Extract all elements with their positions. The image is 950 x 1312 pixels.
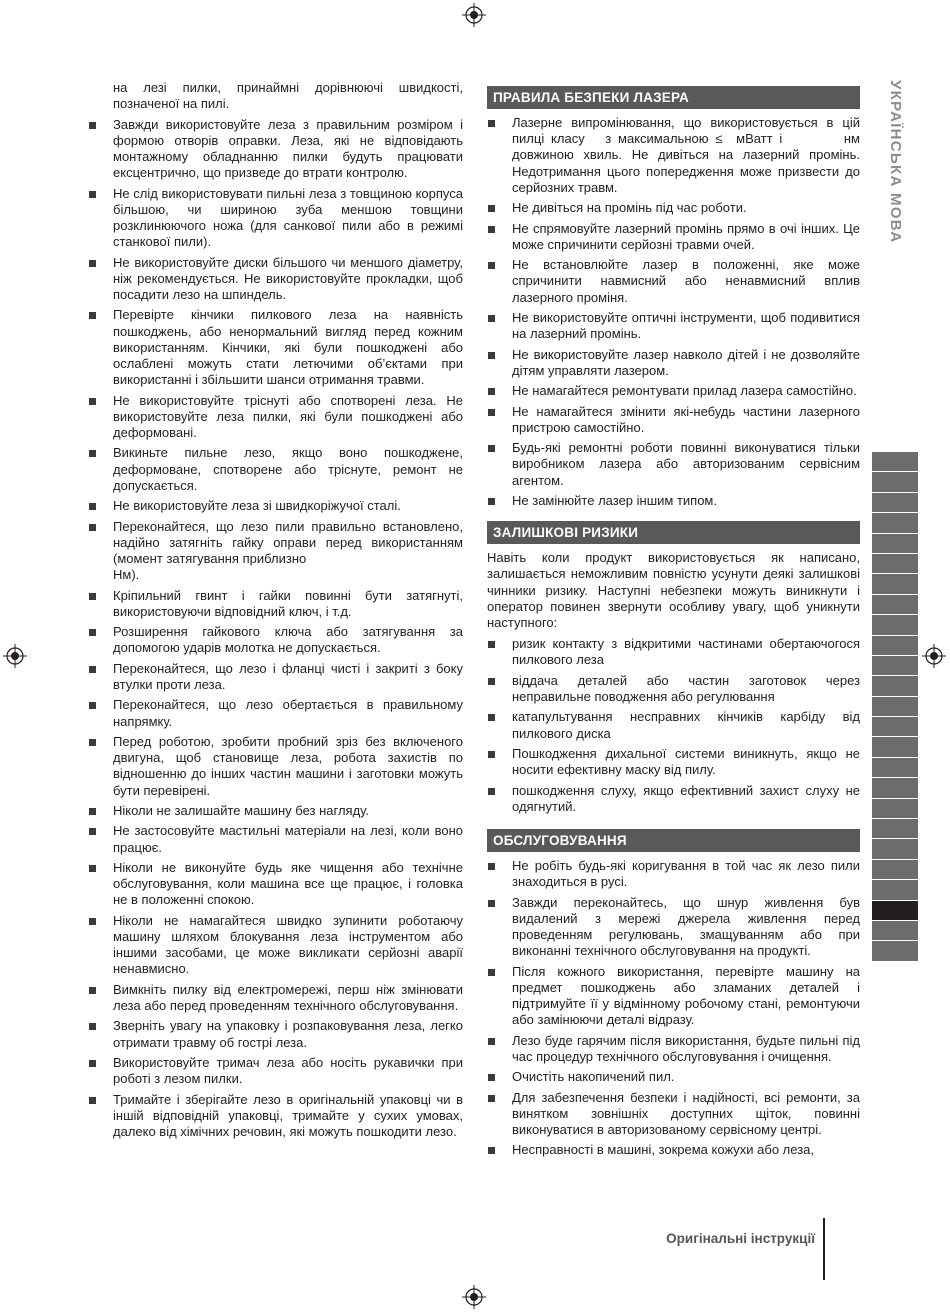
list-item: Тримайте і зберігайте лезо в оригінальній упаковці чи в іншій відповідній упаковці, тримайте у сухих умовах, далеко від хімічних речовин, які можуть пошкодити лезо. xyxy=(88,1092,463,1141)
list-item: Не використовуйте леза зі швидкоріжучої сталі. xyxy=(88,498,463,514)
residual-section-title: ЗАЛИШКОВІ РИЗИКИ xyxy=(487,521,860,544)
language-tab xyxy=(872,493,918,513)
list-item: Не використовуйте лазер навколо дітей і не дозволяйте дітям управляти лазером. xyxy=(487,347,860,379)
list-item: Не дивіться на промінь під час роботи. xyxy=(487,200,860,216)
list-item: Лазерне випромінювання, що використовується в цій пилці класу з максимальною ≤ мВатт і нм довжиною хвиль. Не дивіться на лазерний промінь. Недотримання цього попередження може призвести до серйозних травм. xyxy=(487,115,860,196)
language-tab xyxy=(872,799,918,819)
list-item: Не робіть будь-які коригування в той час як лезо пили знаходиться в русі. xyxy=(487,858,860,890)
list-item: Не використовуйте тріснуті або спотворені леза. Не використовуйте леза пилки, які були пошкоджені або деформовані. xyxy=(88,393,463,442)
language-tab xyxy=(872,880,918,900)
language-tab xyxy=(872,901,918,921)
safety-list xyxy=(88,80,463,1140)
list-item: Не намагайтеся ремонтувати прилад лазера самостійно. xyxy=(487,383,860,399)
list-item: Зверніть увагу на упаковку і розпаковування леза, легко отримати травму об гострі леза. xyxy=(88,1018,463,1050)
list-item: Переконайтеся, що лезо і фланці чисті і закриті з боку втулки проти леза. xyxy=(88,661,463,693)
language-label: УКРАЇНСЬКА МОВА xyxy=(887,80,904,244)
language-tab xyxy=(872,758,918,778)
list-item: Очистіть накопичений пил. xyxy=(487,1069,860,1085)
list-item: Не встановлюйте лазер в положенні, яке може спричинити навмисний або ненавмисний вплив лазерного проміня. xyxy=(487,257,860,306)
list-item: Перевірте кінчики пилкового леза на наявність пошкоджень, або ненормальний вигляд перед кожним використанням. Кінчики, які були пошкоджені або ослаблені можуть стати летючими об’єктами при використанні і збільшити шанси отримання травми. xyxy=(88,307,463,388)
list-item: Для забезпечення безпеки і надійності, всі ремонти, за винятком зовнішніх доступних щіток, повинні виконуватися в авторизованому сервісному центрі. xyxy=(487,1090,860,1139)
list-item: Переконайтеся, що лезо обертається в правильному напрямку. xyxy=(88,697,463,729)
list-item: Ніколи не намагайтеся швидко зупинити роботаючу машину шляхом блокування леза інструментом або іншими засобами, це може викликати серйозні аварії ненавмисно. xyxy=(88,913,463,978)
left-column xyxy=(88,80,463,1144)
list-item: Несправності в машині, зокрема кожухи або леза, xyxy=(487,1142,860,1158)
list-item: Використовуйте тримач леза або носіть рукавички при роботі з лезом пилки. xyxy=(88,1055,463,1087)
language-tab xyxy=(872,676,918,696)
language-tab xyxy=(872,452,918,472)
list-item: Переконайтеся, що лезо пили правильно встановлено, надійно затягніть гайку оправи перед використанням (момент затягування приблизно Нм). xyxy=(88,519,463,584)
language-tab xyxy=(872,636,918,656)
list-item: Перед роботою, зробити пробний зріз без включеного двигуна, щоб становище леза, робота захистів по відношенню до інших частин машини і заготовки можуть бути перевірені. xyxy=(88,734,463,799)
list-item: Вимкніть пилку від електромережі, перш ніж змінювати леза або перед проведенням технічного обслуговування. xyxy=(88,982,463,1014)
laser-list xyxy=(487,115,860,509)
language-tab xyxy=(872,554,918,574)
list-item: Не замінюйте лазер іншим типом. xyxy=(487,493,860,509)
list-item: Ніколи не виконуйте будь яке чищення або технічне обслуговування, коли машина все ще працює, і головка не в положенні спокою. xyxy=(88,860,463,909)
list-item: Не намагайтеся змінити які-небудь частини лазерного пристрою самостійно. xyxy=(487,404,860,436)
footer-label: Оригінальні інструкції xyxy=(666,1231,815,1246)
maintenance-list xyxy=(487,858,860,1159)
registration-mark-icon xyxy=(3,644,27,668)
list-item: Завжди використовуйте леза з правильним розміром і формою отворів оправки. Леза, які не відповідають монтажному обладнанню пилки будуть працювати ексцентрично, що призведе до втрати контролю. xyxy=(88,117,463,182)
language-tab xyxy=(872,513,918,533)
language-tabs xyxy=(872,452,918,962)
registration-mark-icon xyxy=(922,644,946,668)
list-item: Не використовуйте оптичні інструменти, щоб подивитися на лазерний промінь. xyxy=(487,310,860,342)
language-tab xyxy=(872,737,918,757)
language-tab xyxy=(872,472,918,492)
language-tab xyxy=(872,819,918,839)
language-tab xyxy=(872,697,918,717)
list-item: Не застосовуйте мастильні матеріали на лезі, коли воно працює. xyxy=(88,823,463,855)
maintenance-section-title: ОБСЛУГОВУВАННЯ xyxy=(487,829,860,852)
list-item: Кріпильний гвинт і гайки повинні бути затягнуті, використовуючи відповідний ключ, і т.д. xyxy=(88,588,463,620)
language-tab xyxy=(872,717,918,737)
language-tab xyxy=(872,860,918,880)
registration-mark-icon xyxy=(462,1285,486,1309)
language-tab xyxy=(872,921,918,941)
list-item: Не спрямовуйте лазерний промінь прямо в очі інших. Це може спричинити серйозні травми очей. xyxy=(487,221,860,253)
list-item: Не слід використовувати пильні леза з товщиною корпуса більшою, чи шириною зуба меншою товщини розклинюючого ножа (для санкової пили або в режимі станкової пили). xyxy=(88,186,463,251)
list-item: Викиньте пильне лезо, якщо воно пошкоджене, деформоване, спотворене або тріснуте, ремонт не допускається. xyxy=(88,445,463,494)
language-tab xyxy=(872,534,918,554)
language-tab xyxy=(872,778,918,798)
list-item: Будь-які ремонтні роботи повинні виконуватися тільки виробником лазера або авторизованим сервісним агентом. xyxy=(487,440,860,489)
laser-section-title: ПРАВИЛА БЕЗПЕКИ ЛАЗЕРА xyxy=(487,86,860,109)
list-item: Розширення гайкового ключа або затягування за допомогою ударів молотка не допускається. xyxy=(88,624,463,656)
list-item: катапультування несправних кінчиків карбіду від пилкового диска xyxy=(487,709,860,741)
right-column xyxy=(487,80,860,1163)
list-item: пошкодження слуху, якщо ефективний захист слуху не одягнутий. xyxy=(487,783,860,815)
residual-list xyxy=(487,636,860,815)
list-item: Пошкодження дихальної системи виникнуть, якщо не носити ефективну маску від пилу. xyxy=(487,746,860,778)
list-item: Після кожного використання, перевірте машину на предмет пошкоджень або зламаних деталей і підтримуйте її у відмінному робочому стані, ремонтуючи або замінюючи деталі відразу. xyxy=(487,964,860,1029)
list-item: Завжди переконайтесь, що шнур живлення був видалений з мережі джерела живлення перед проведенням регулювань, змащуванням або при виконанні технічного обслуговування на продукті. xyxy=(487,895,860,960)
residual-intro: Навіть коли продукт використовується як написано, залишається неможливим повністю усунути деякі залишкові чинники ризику. Наступні небезпеки можуть виникнути і оператор повинен звернути особливу увагу, щоб уникнути наступного: xyxy=(487,550,860,630)
list-item: віддача деталей або частин заготовок через неправильне поводження або регулювання xyxy=(487,673,860,705)
footer-divider xyxy=(823,1218,825,1280)
language-tab xyxy=(872,595,918,615)
list-item: на лезі пилки, принаймні дорівнюючі швидкості, позначеної на пилі. xyxy=(113,80,463,112)
language-tab xyxy=(872,941,918,961)
language-tab xyxy=(872,656,918,676)
list-item: Ніколи не залишайте машину без нагляду. xyxy=(88,803,463,819)
list-item: ризик контакту з відкритими частинами обертаючогося пилкового леза xyxy=(487,636,860,668)
language-tab xyxy=(872,839,918,859)
list-item: Не використовуйте диски більшого чи меншого діаметру, ніж рекомендується. Не використовуйте прокладки, щоб посадити лезо на шпиндель. xyxy=(88,255,463,304)
language-tab xyxy=(872,615,918,635)
language-tab xyxy=(872,574,918,594)
list-item: Лезо буде гарячим після використання, будьте пильні під час процедур технічного обслуговування і очищення. xyxy=(487,1033,860,1065)
registration-mark-icon xyxy=(462,3,486,27)
